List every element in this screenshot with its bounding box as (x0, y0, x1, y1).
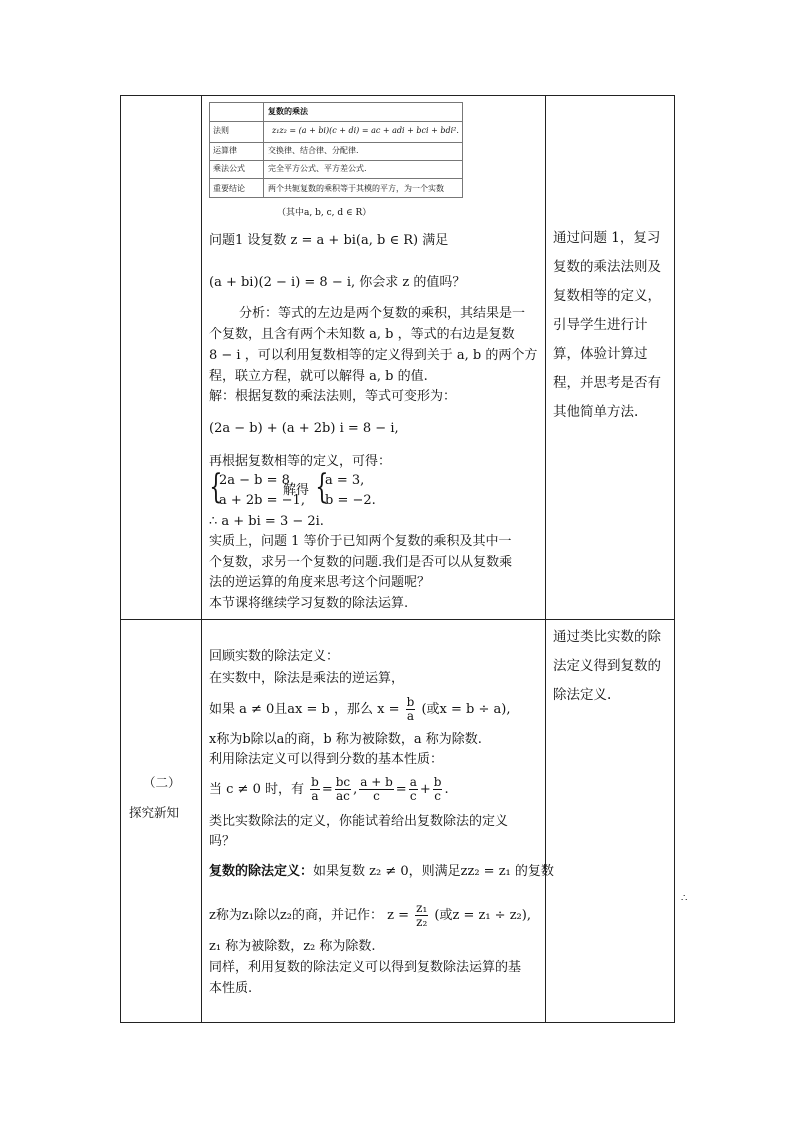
solution-line: 再根据复数相等的定义，可得： (209, 454, 392, 469)
fraction-denominator: c (434, 789, 441, 803)
inner-row-label: 运算律 (213, 146, 237, 155)
fraction-numerator: bc (335, 775, 351, 789)
inner-row-content: 完全平方公式、平方差公式. (268, 164, 367, 173)
conclusion-line: ∴ a + bi = 3 − 2i. (209, 514, 324, 529)
dividend-divisor-line: z₁ 称为被除数，z₂ 称为除数. (209, 939, 376, 954)
inner-row-content: z₁z₂ = (a + bi)(c + di) = ac + adi + bci + bdi². (272, 126, 459, 135)
lesson-table (120, 95, 675, 1023)
fraction-denominator: a (311, 789, 319, 803)
recall-line: 在实数中，除法是乘法的逆运算， (209, 671, 405, 686)
inner-header-blank (210, 103, 263, 121)
solution-line: 解：根据复数的乘法法则，等式可变形为： (209, 389, 457, 404)
property-text: 当 c ≠ 0 时，有 (209, 782, 304, 797)
inner-col-divider (263, 103, 264, 197)
analogy-line: 吗？ (209, 834, 236, 849)
problem-1-line-2: (a + bi)(2 − i) = 8 − i, 你会求 z 的值吗？ (209, 275, 466, 290)
column-divider-1 (201, 96, 202, 1022)
system-solution: a = 3, (325, 473, 365, 488)
fraction (433, 776, 443, 803)
closing-line: 同样，利用复数的除法定义可以得到复数除法运算的基 (209, 960, 522, 975)
fact-line: 本节课将继续学习复数的除法运算. (209, 596, 409, 611)
definition-heading: 复数的除法定义： (209, 864, 314, 879)
fraction (406, 696, 416, 723)
complex-quotient-line (209, 902, 531, 929)
definition-text: z称为z₁除以z₂的商，并记作： z = (209, 908, 409, 923)
fraction-numerator: a + b (360, 775, 393, 789)
inner-row-content: 交换律、结合律、分配律. (268, 146, 359, 155)
closing-line: 本性质. (209, 981, 253, 996)
fraction (415, 902, 428, 929)
multiplication-summary-table (209, 102, 463, 198)
fact-line: 法的逆运算的角度来思考这个问题呢？ (209, 575, 431, 590)
fraction-numerator: b (406, 695, 415, 709)
inner-row-content: 两个共轭复数的乘积等于其模的平方，为一个实数 (268, 184, 444, 193)
analysis-line: 程，联立方程，就可以解得 a, b 的值. (209, 369, 428, 384)
left-brace-icon: { (209, 467, 223, 507)
stage-title: 探究新知 (129, 805, 180, 820)
design-intent-note-1: 通过问题 1，复习复数的乘法法则及复数相等的定义，引导学生进行计算，体验计算过程，并思考是否有其他简单方法. (553, 230, 661, 420)
design-intent-note-2: 通过类比实数的除法定义得到复数的除法定义. (553, 629, 661, 703)
inner-row-label: 重要结论 (213, 184, 245, 193)
quotient-line: x称为b除以a的商，b 称为被除数，a 称为除数. (209, 732, 482, 747)
fraction-denominator: ac (335, 789, 350, 803)
inner-row-divider (210, 160, 462, 161)
system-equation: 2a − b = 8, (219, 473, 295, 488)
system-solution: b = −2. (325, 493, 376, 508)
fraction (335, 776, 351, 803)
problem-1-line-1: 问题1 设复数 z = a + bi(a, b ∈ R) 满足 (209, 233, 449, 248)
analysis-line: 8 − i ，可以利用复数相等的定义得到关于 a, b 的两个方 (209, 348, 538, 363)
system-equation: a + 2b = −1, (219, 493, 305, 508)
fraction-numerator: b (311, 775, 319, 789)
stray-mark: ∴ (681, 893, 688, 904)
inner-row-label: 法则 (213, 126, 229, 135)
definition-text: (或x = b ÷ a), (421, 702, 511, 717)
fact-line: 实质上，问题 1 等价于已知两个复数的乘积及其中一 (209, 534, 512, 549)
fact-line: 个复数，求另一个复数的问题.我们是否可以从复数乘 (209, 555, 513, 570)
analogy-line: 类比实数除法的定义，你能试着给出复数除法的定义 (209, 814, 509, 829)
fraction-numerator: a (409, 775, 417, 789)
fraction-denominator: a (406, 709, 415, 723)
fraction-denominator: c (409, 789, 417, 803)
inner-table-note: （其中a, b, c, d ∈ R） (277, 208, 372, 218)
column-divider-2 (545, 96, 546, 1022)
solve-label: 解得 (283, 483, 310, 498)
fraction-denominator: z₂ (416, 915, 428, 929)
fraction (310, 776, 320, 803)
fraction-denominator: c (373, 789, 380, 803)
fraction-property-line (209, 776, 449, 803)
operator: + (419, 782, 431, 797)
property-intro: 利用除法定义可以得到分数的基本性质： (209, 752, 444, 767)
fraction-numerator: b (433, 775, 442, 789)
inner-row-label: 乘法公式 (213, 164, 245, 173)
operator: . (444, 782, 449, 797)
stage-number: （二） (143, 775, 181, 790)
solution-equation: (2a − b) + (a + 2b) i = 8 − i, (209, 421, 399, 436)
inner-table-title: 复数的乘法 (268, 107, 308, 116)
inner-row-divider (210, 142, 462, 143)
definition-text: 如果 a ≠ 0且ax = b ，那么 x = (209, 702, 400, 717)
complex-division-definition (209, 863, 554, 881)
operator: = (321, 782, 333, 797)
real-division-definition (209, 696, 510, 723)
definition-text: (或z = z₁ ÷ z₂), (434, 908, 531, 923)
left-brace-icon: { (315, 467, 329, 507)
analysis-line: 个复数，且含有两个未知数 a, b ，等式的右边是复数 (209, 327, 515, 342)
inner-row-divider (210, 121, 462, 122)
operator: , (353, 782, 358, 797)
row-divider (121, 619, 674, 620)
operator: = (395, 782, 407, 797)
definition-text: 如果复数 z₂ ≠ 0，则满足zz₂ = z₁ 的复数 (313, 864, 554, 879)
fraction (359, 776, 394, 803)
recall-line: 回顾实数的除法定义： (209, 649, 340, 664)
fraction-numerator: z₁ (416, 901, 428, 915)
inner-row-divider (210, 178, 462, 179)
analysis-line: 分析：等式的左边是两个复数的乘积，其结果是一 (239, 306, 526, 321)
fraction (409, 776, 418, 803)
